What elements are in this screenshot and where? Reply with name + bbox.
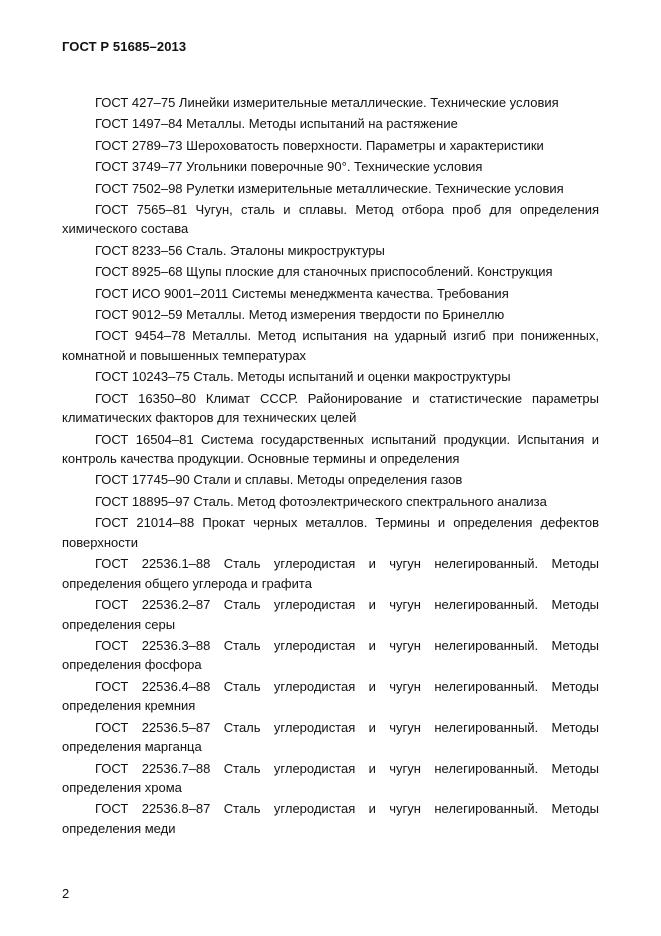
reference-item: ГОСТ 22536.2–87 Сталь углеродистая и чугун нелегированный. Методы определения серы: [62, 597, 599, 632]
reference-item: ГОСТ 2789–73 Шероховатость поверхности. Параметры и характеристики: [95, 137, 544, 153]
page-number: 2: [62, 886, 70, 901]
reference-item: ГОСТ 8233–56 Сталь. Эталоны микроструктуры: [95, 242, 385, 258]
reference-item: ГОСТ 22536.1–88 Сталь углеродистая и чугун нелегированный. Методы определения общего углерода и графита: [62, 556, 599, 591]
reference-item: ГОСТ 3749–77 Угольники поверочные 90°. Технические условия: [95, 159, 483, 175]
reference-item: ГОСТ 16350–80 Климат СССР. Районирование и статистические параметры климатических факторов для технических целей: [62, 390, 599, 426]
reference-item: ГОСТ 17745–90 Стали и сплавы. Методы определения газов: [95, 472, 463, 488]
normative-references-list: [62, 93, 599, 840]
page-header: ГОСТ Р 51685–2013: [62, 39, 187, 54]
reference-item: ГОСТ 8925–68 Щупы плоские для станочных приспособлений. Конструкция: [95, 264, 553, 280]
reference-item: ГОСТ 22536.8–87 Сталь углеродистая и чугун нелегированный. Методы определения меди: [62, 801, 599, 836]
reference-item: ГОСТ 22536.5–87 Сталь углеродистая и чугун нелегированный. Методы определения марганца: [62, 719, 599, 755]
reference-item: ГОСТ 18895–97 Сталь. Метод фотоэлектрического спектрального анализа: [95, 493, 547, 509]
reference-item: ГОСТ ИСО 9001–2011 Системы менеджмента качества. Требования: [95, 285, 509, 301]
reference-item: ГОСТ 16504–81 Система государственных испытаний продукции. Испытания и контроль качества продукции. Основные термины и определения: [62, 431, 599, 467]
reference-item: ГОСТ 10243–75 Сталь. Методы испытаний и оценки макроструктуры: [95, 369, 511, 385]
reference-item: ГОСТ 9454–78 Металлы. Метод испытания на ударный изгиб при пониженных, комнатной и повышенных температурах: [62, 328, 599, 363]
reference-item: ГОСТ 21014–88 Прокат черных металлов. Термины и определения дефектов поверхности: [62, 515, 599, 550]
reference-item: ГОСТ 7565–81 Чугун, сталь и сплавы. Метод отбора проб для определения химического состава: [62, 201, 599, 237]
reference-item: ГОСТ 22536.3–88 Сталь углеродистая и чугун нелегированный. Методы определения фосфора: [62, 637, 599, 673]
reference-item: ГОСТ 7502–98 Рулетки измерительные металлические. Технические условия: [95, 180, 564, 196]
reference-item: ГОСТ 427–75 Линейки измерительные металлические. Технические условия: [95, 95, 559, 110]
reference-item: ГОСТ 1497–84 Металлы. Методы испытаний на растяжение: [95, 116, 458, 132]
reference-item: ГОСТ 9012–59 Металлы. Метод измерения твердости по Бринеллю: [95, 307, 505, 323]
reference-item: ГОСТ 22536.4–88 Сталь углеродистая и чугун нелегированный. Методы определения кремния: [62, 678, 599, 714]
reference-item: ГОСТ 22536.7–88 Сталь углеродистая и чугун нелегированный. Методы определения хрома: [62, 760, 599, 796]
